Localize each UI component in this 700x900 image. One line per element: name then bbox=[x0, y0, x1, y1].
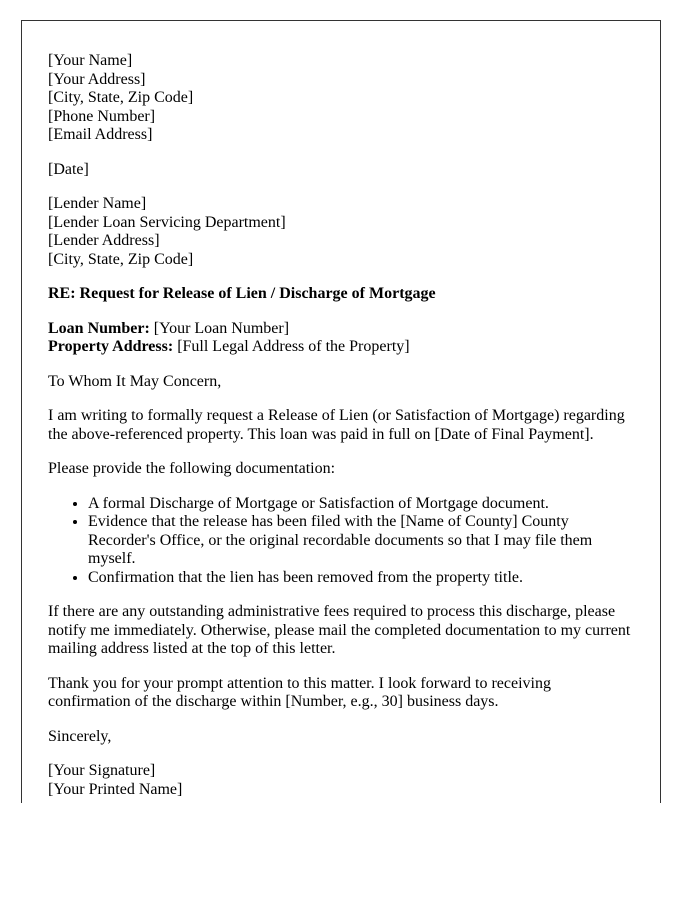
list-item-filing-evidence: • Evidence that the release has been filed with the [Name of County] County Recorder's Office, or the original recordable documents so that I may file them myself. bbox=[88, 513, 634, 569]
subject-line: RE: Request for Release of Lien / Discharge of Mortgage bbox=[48, 285, 436, 302]
signature-block bbox=[48, 762, 634, 799]
sender-city-state-zip: [City, State, Zip Code] bbox=[48, 89, 194, 106]
lender-department: [Lender Loan Servicing Department] bbox=[48, 213, 286, 231]
documentation-list bbox=[48, 495, 634, 588]
list-item-discharge-document: • A formal Discharge of Mortgage or Satisfaction of Mortgage document. bbox=[88, 495, 634, 514]
sender-address: [Your Address] bbox=[48, 70, 146, 88]
closing-paragraph: Thank you for your prompt attention to this matter. I look forward to receiving confirmation of the discharge within [Number, e.g., 30] business days. bbox=[48, 674, 551, 710]
sender-email: [Email Address] bbox=[48, 126, 153, 143]
sign-off: Sincerely, bbox=[48, 727, 112, 745]
property-address-value: [Full Legal Address of the Property] bbox=[177, 338, 410, 355]
lender-address: [Lender Address] bbox=[48, 232, 160, 249]
list-item-lien-removal-confirmation: • Confirmation that the lien has been removed from the property title. bbox=[88, 569, 634, 588]
reference-block bbox=[48, 320, 634, 357]
fees-paragraph: If there are any outstanding administrative fees required to process this discharge, please notify me immediately. Otherwise, please mail the completed documentation to my current mailing address listed at the top of this letter. bbox=[48, 603, 631, 657]
lender-name: [Lender Name] bbox=[48, 195, 147, 212]
intro-paragraph: I am writing to formally request a Release of Lien (or Satisfaction of Mortgage) regarding the above-referenced property. This loan was paid in full on [Date of Final Payment]. bbox=[48, 407, 625, 443]
sender-name: [Your Name] bbox=[48, 52, 133, 69]
sender-address-block bbox=[48, 52, 634, 145]
property-address-label: Property Address: bbox=[48, 338, 174, 355]
request-intro-paragraph: Please provide the following documentation: bbox=[48, 460, 336, 477]
lender-city-state-zip: [City, State, Zip Code] bbox=[48, 250, 194, 268]
loan-number-value: [Your Loan Number] bbox=[153, 319, 290, 337]
printed-name-placeholder: [Your Printed Name] bbox=[48, 780, 183, 798]
salutation: To Whom It May Concern, bbox=[48, 372, 222, 390]
date-line: [Date] bbox=[48, 160, 89, 178]
recipient-address-block bbox=[48, 195, 634, 269]
signature-placeholder: [Your Signature] bbox=[48, 762, 156, 779]
letter-document bbox=[21, 20, 661, 803]
sender-phone: [Phone Number] bbox=[48, 107, 156, 125]
loan-number-label: Loan Number: bbox=[48, 319, 150, 337]
